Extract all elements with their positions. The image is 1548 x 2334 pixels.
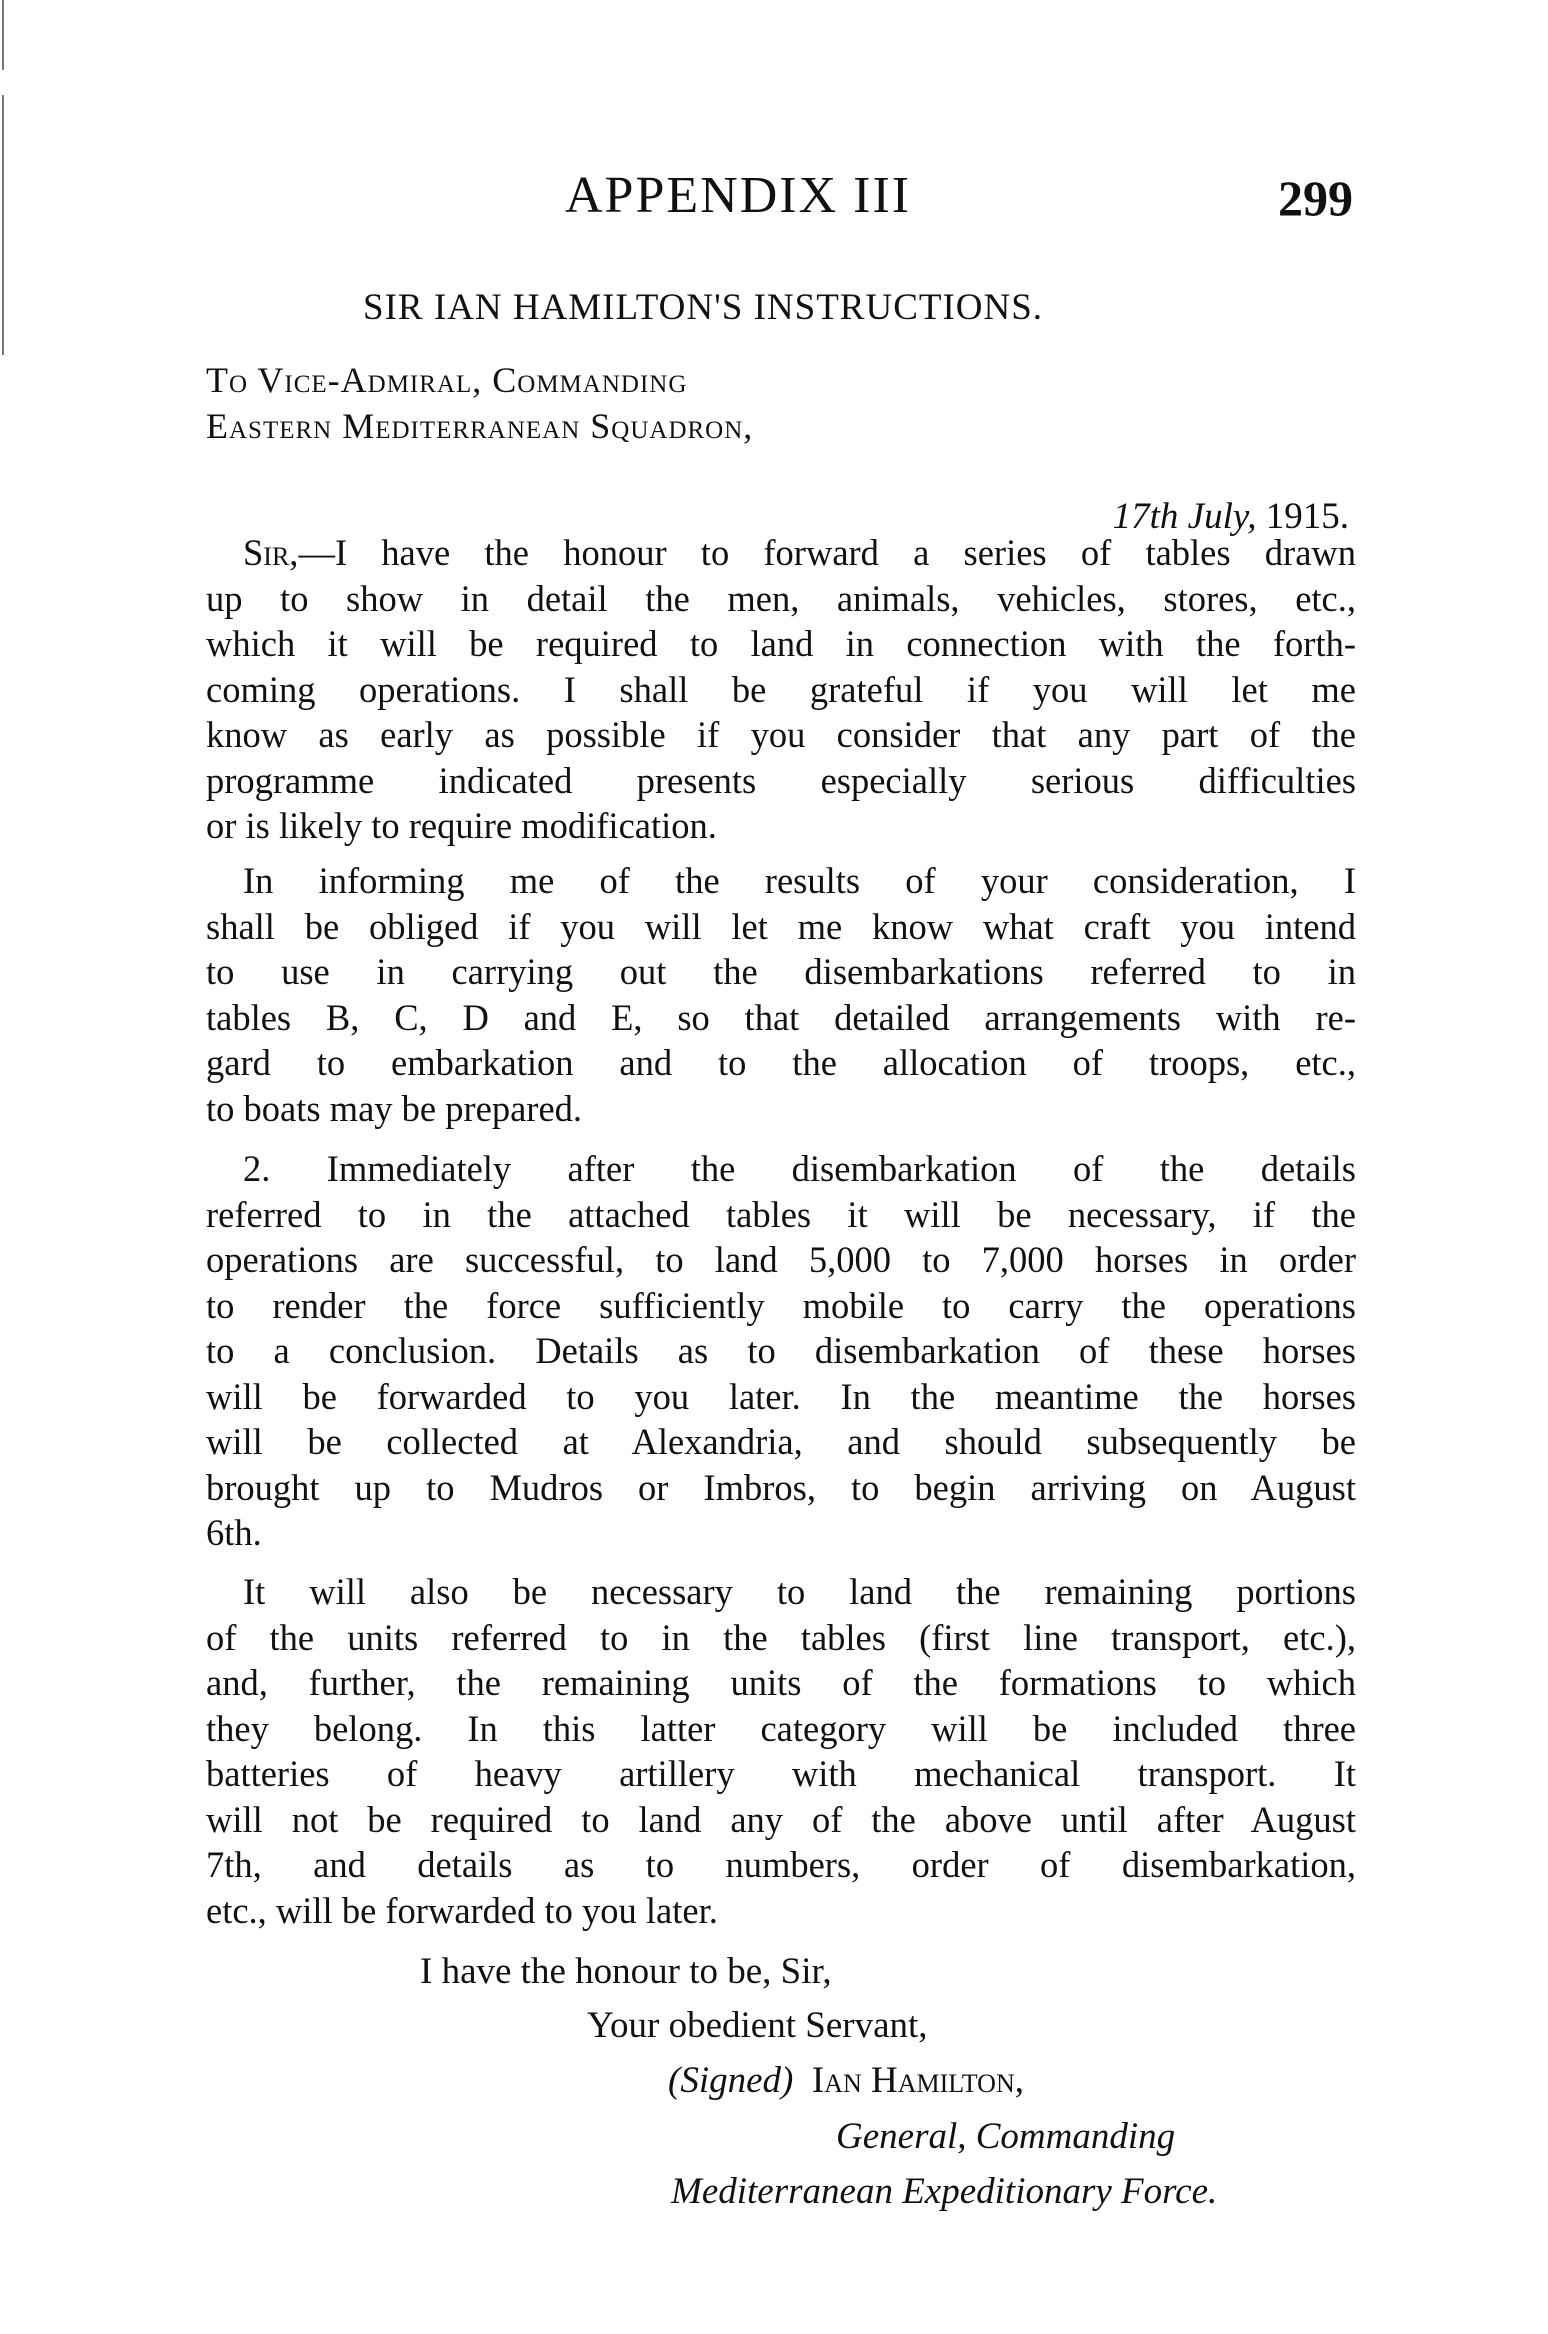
paragraph-4-line: [206, 1842, 1356, 1888]
line-text: to boats may be prepared.: [206, 1087, 583, 1129]
paragraph-2-line: [206, 1040, 1356, 1086]
paragraph-2-line: [206, 1086, 1356, 1132]
paragraph-2-line: [243, 858, 1356, 904]
line-text: will be collected at Alexandria, and should subsequently be: [206, 1421, 1356, 1462]
scan-edge-mark: [2, 0, 4, 70]
line-text: and, further, the remaining units of the formations to which: [206, 1662, 1356, 1703]
paragraph-3-line: [206, 1374, 1356, 1420]
page-number: 299: [1278, 170, 1353, 226]
paragraph-3-line: [206, 1237, 1356, 1283]
paragraph-1-line: [206, 758, 1356, 804]
line-text: operations are successful, to land 5,000 to 7,000 horses in order: [206, 1239, 1356, 1280]
signed-label: (Signed): [668, 2060, 794, 2101]
addressee-line-1: To Vice-Admiral, Commanding: [206, 360, 688, 400]
line-text: gard to embarkation and to the allocation of troops, etc.,: [206, 1042, 1356, 1083]
line-text: 2. Immediately after the disembarkation of the details: [243, 1148, 1356, 1189]
signatory-force: [671, 2169, 1217, 2215]
paragraph-3-line: [206, 1510, 1356, 1556]
paragraph-4-line: [206, 1751, 1356, 1797]
paragraph-3-line: [206, 1192, 1356, 1238]
signature-line: [668, 2058, 1024, 2104]
line-text: tables B, C, D and E, so that detailed arrangements with re-: [206, 996, 1356, 1038]
force-text: Mediterranean Expeditionary Force.: [671, 2171, 1218, 2212]
paragraph-1-line: [206, 803, 1356, 849]
paragraph-2-line: [206, 995, 1356, 1041]
paragraph-1-line: [206, 576, 1356, 622]
line-text: programme indicated presents especially serious difficulties: [206, 759, 1356, 801]
line-text: shall be obliged if you will let me know what craft you intend: [206, 905, 1356, 947]
paragraph-4-line: [206, 1615, 1356, 1661]
line-text: referred to in the attached tables it will be necessary, if the: [206, 1193, 1356, 1235]
signatory-name: Ian Hamilton,: [811, 2060, 1024, 2101]
line-text: etc., will be forwarded to you later.: [206, 1889, 718, 1931]
line-text: brought up to Mudros or Imbros, to begin arriving on August: [206, 1466, 1356, 1508]
paragraph-1-line: [206, 621, 1356, 667]
paragraph-2-line: [206, 949, 1356, 995]
line-text: will be forwarded to you later. In the meantime the horses: [206, 1375, 1356, 1417]
line-text: 7th, and details as to numbers, order of disembarkation,: [206, 1844, 1356, 1885]
date-day-month: 17th July,: [1112, 496, 1257, 537]
paragraph-3-line: [243, 1146, 1356, 1192]
paragraph-3-line: [206, 1283, 1356, 1329]
line-text: to render the force sufficiently mobile to carry the operations: [206, 1284, 1356, 1326]
running-head: APPENDIX III: [565, 167, 912, 224]
line-text: up to show in detail the men, animals, vehicles, stores, etc.,: [206, 577, 1356, 619]
paragraph-2-line: [206, 904, 1356, 950]
paragraph-4-line: [206, 1706, 1356, 1752]
paragraph-1-line: [206, 667, 1356, 713]
line-text: to a conclusion. Details as to disembarkation of these horses: [206, 1330, 1356, 1371]
paragraph-3-line: [206, 1328, 1356, 1374]
line-text: know as early as possible if you consider that any part of the: [206, 714, 1356, 755]
paragraph-3-line: [206, 1465, 1356, 1511]
line-text: 6th.: [206, 1512, 262, 1553]
paragraph-4-line: [243, 1569, 1356, 1615]
paragraph-1-line: [243, 530, 1356, 576]
signatory-rank: [836, 2114, 1175, 2160]
line-text: or is likely to require modification.: [206, 805, 717, 846]
salutation: Sir,: [243, 532, 299, 573]
line-text: of the units referred to in the tables (first line transport, etc.),: [206, 1616, 1356, 1658]
closing-line: I have the honour to be, Sir,: [420, 1951, 832, 1992]
date-year: 1915.: [1256, 496, 1349, 537]
line-text: coming operations. I shall be grateful if you will let me: [206, 668, 1356, 710]
paragraph-4-line: [206, 1660, 1356, 1706]
scan-edge-mark: [2, 95, 4, 355]
paragraph-3-line: [206, 1419, 1356, 1465]
paragraph-1-line: [206, 712, 1356, 758]
paragraph-4-line: [206, 1888, 1356, 1934]
addressee-line-2: Eastern Mediterranean Squadron,: [206, 406, 754, 446]
closing-servant: Your obedient Servant,: [587, 2005, 928, 2046]
line-text: —I have the honour to forward a series of tables drawn: [298, 532, 1356, 573]
line-text: which it will be required to land in connection with the forth-: [206, 623, 1356, 664]
line-text: they belong. In this latter category will be included three: [206, 1707, 1356, 1749]
line-text: to use in carrying out the disembarkations referred to in: [206, 951, 1356, 992]
rank-text: General, Commanding: [836, 2116, 1176, 2157]
paragraph-4-line: [206, 1797, 1356, 1843]
line-text: In informing me of the results of your consideration, I: [243, 860, 1356, 901]
line-text: batteries of heavy artillery with mechanical transport. It: [206, 1753, 1356, 1794]
line-text: will not be required to land any of the above until after August: [206, 1798, 1356, 1840]
document-title: SIR IAN HAMILTON'S INSTRUCTIONS.: [363, 287, 1044, 328]
line-text: It will also be necessary to land the remaining portions: [243, 1571, 1356, 1612]
